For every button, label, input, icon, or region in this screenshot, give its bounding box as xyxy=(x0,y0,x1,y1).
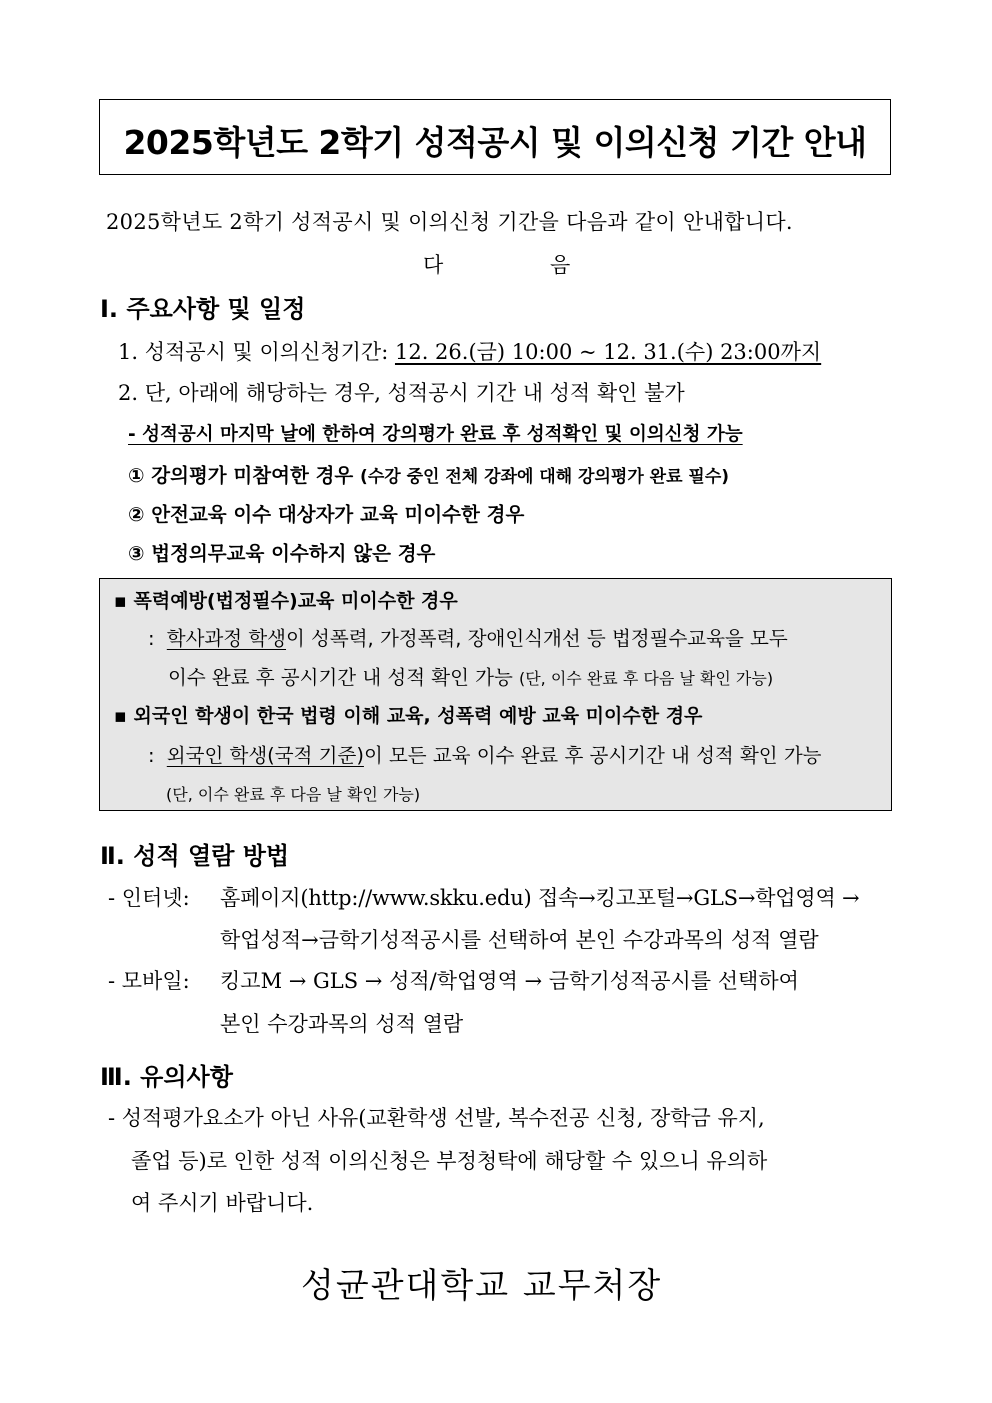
item1-period: 12. 26.(금) 10:00 ~ 12. 31.(수) 23:00까지 xyxy=(394,340,822,364)
item1 xyxy=(118,336,821,366)
box-bullet1-target: 학사과정 학생 xyxy=(166,627,287,650)
box-bullet1-line2 xyxy=(168,662,773,690)
box-bullet1-title: ▪ 폭력예방(법정필수)교육 미이수한 경우 xyxy=(114,590,458,612)
box-bullet2-colon: : xyxy=(148,744,161,767)
section2-heading: Ⅱ. 성적 열람 방법 xyxy=(100,842,290,870)
box-bullet1-colon: : xyxy=(148,627,161,650)
mobile-label: - 모바일: xyxy=(108,969,190,993)
title-box xyxy=(99,99,891,175)
box-bullet2-line1 xyxy=(148,740,822,768)
case3: ③ 법정의무교육 이수하지 않은 경우 xyxy=(128,542,436,565)
caution-line2: 졸업 등)로 인한 성적 이의신청은 부정청탁에 해당할 수 있으니 유의하 xyxy=(131,1149,768,1173)
box-bullet1-rest: 이 성폭력, 가정폭력, 장애인식개선 등 법정필수교육을 모두 xyxy=(286,627,788,650)
internet-line2: 학업성적→금학기성적공시를 선택하여 본인 수강과목의 성적 열람 xyxy=(220,928,819,952)
caution-line1: - 성적평가요소가 아닌 사유(교환학생 선발, 복수전공 신청, 장학금 유지, xyxy=(108,1106,765,1130)
section3-heading: Ⅲ. 유의사항 xyxy=(100,1063,233,1091)
box-bullet2-rest: 이 모든 교육 이수 완료 후 공시기간 내 성적 확인 가능 xyxy=(363,744,822,767)
case1-main: ① 강의평가 미참여한 경우 xyxy=(128,464,361,487)
page-title: 2025학년도 2학기 성적공시 및 이의신청 기간 안내 xyxy=(123,123,867,162)
box-bullet2-target: 외국인 학생(국적 기준) xyxy=(166,744,364,767)
caution-line3: 여 주시기 바랍니다. xyxy=(131,1191,314,1215)
da-left: 다 xyxy=(423,253,444,277)
mobile-line1: 킹고M → GLS → 성적/학업영역 → 금학기성적공시를 선택하여 xyxy=(220,969,799,993)
internet-line1: 홈페이지(http://www.skku.edu) 접속→킹고포털→GLS→학업영역 → xyxy=(220,886,860,910)
internet-label: - 인터넷: xyxy=(108,886,190,910)
box-bullet1-line2-main: 이수 완료 후 공시기간 내 성적 확인 가능 xyxy=(168,666,519,689)
box-bullet2-line2-small: (단, 이수 완료 후 다음 날 확인 가능) xyxy=(166,785,421,804)
item1-label: 1. 성적공시 및 이의신청기간: xyxy=(118,340,395,364)
case1 xyxy=(128,460,729,488)
section1-heading: Ⅰ. 주요사항 및 일정 xyxy=(100,295,306,323)
da-right: 음 xyxy=(550,253,571,277)
box-bullet1-line2-small: (단, 이수 완료 후 다음 날 확인 가능) xyxy=(518,669,774,688)
signature: 성균관대학교 교무처장 xyxy=(301,1266,663,1306)
box-bullet1-line1 xyxy=(148,623,788,651)
note-last-day: - 성적공시 마지막 날에 한하여 강의평가 완료 후 성적확인 및 이의신청 가능 xyxy=(128,424,743,445)
case1-detail: (수강 중인 전체 강좌에 대해 강의평가 완료 필수) xyxy=(360,467,730,487)
mobile-line2: 본인 수강과목의 성적 열람 xyxy=(220,1012,464,1036)
box-bullet2-title: ▪ 외국인 학생이 한국 법령 이해 교육, 성폭력 예방 교육 미이수한 경우 xyxy=(114,705,703,727)
intro-text: 2025학년도 2학기 성적공시 및 이의신청 기간을 다음과 같이 안내합니다. xyxy=(106,210,793,234)
case2: ② 안전교육 이수 대상자가 교육 미이수한 경우 xyxy=(128,503,525,526)
item2: 2. 단, 아래에 해당하는 경우, 성적공시 기간 내 성적 확인 불가 xyxy=(118,381,685,405)
